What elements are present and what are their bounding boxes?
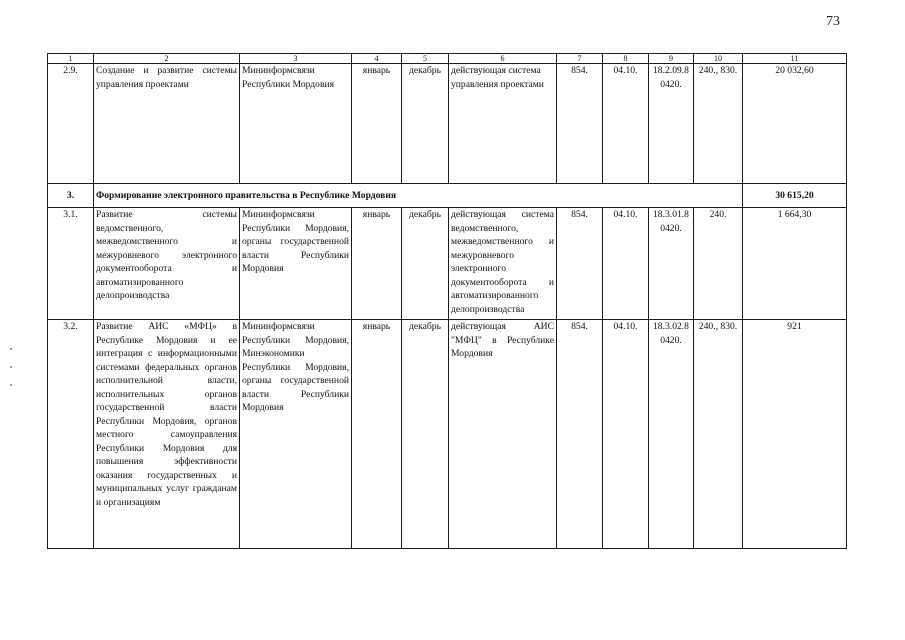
amount: 1 664,30 <box>743 208 847 320</box>
activity-name: Развитие АИС «МФЦ» в Республике Мордовия и ее интеграция с информационными системами федеральных органов исполнительной власти, исполнительных органов государственной власти Республики Мордовия, органов местного самоуправления Республики Мордовия для повышения эффективности оказания государственных и муниципальных услуг гражданам и организациям <box>94 320 240 549</box>
section-row <box>48 184 847 208</box>
activity-plan-table <box>47 53 847 549</box>
table-row <box>48 208 847 320</box>
end-month: декабрь <box>402 208 449 320</box>
csr-code: 18.3.02.8 0420. <box>649 320 694 549</box>
page-number: 73 <box>826 14 840 29</box>
row-number: 3.2. <box>48 320 94 549</box>
column-number: 9 <box>649 54 694 64</box>
column-number: 10 <box>694 54 743 64</box>
section-title: Формирование электронного правительства в Республике Мордовия <box>94 184 743 208</box>
start-month: январь <box>352 320 402 549</box>
table-row <box>48 64 847 184</box>
row-number: 2.9. <box>48 64 94 184</box>
end-month: декабрь <box>402 64 449 184</box>
executor: Мининформсвязи Республики Мордовия, органы государственной власти Республики Мордовия <box>240 208 352 320</box>
executor: Мининформсвязи Республики Мордовия <box>240 64 352 184</box>
column-number: 11 <box>743 54 847 64</box>
end-month: декабрь <box>402 320 449 549</box>
csr-code: 18.2.09.8 0420. <box>649 64 694 184</box>
grbs-code: 854. <box>557 320 603 549</box>
start-month: январь <box>352 208 402 320</box>
amount: 20 032,60 <box>743 64 847 184</box>
executor: Мининформсвязи Республики Мордовия, Минэкономики Республики Мордовия, органы государственной власти Республики Мордовия <box>240 320 352 549</box>
vr-code: 240. <box>694 208 743 320</box>
column-number: 1 <box>48 54 94 64</box>
csr-code: 18.3.01.8 0420. <box>649 208 694 320</box>
margin-scan-marks <box>10 348 13 388</box>
vr-code: 240., 830. <box>694 320 743 549</box>
row-number: 3.1. <box>48 208 94 320</box>
expected-result: действующая АИС "МФЦ" в Республике Мордовия <box>449 320 557 549</box>
column-number: 3 <box>240 54 352 64</box>
section-number: 3. <box>48 184 94 208</box>
activity-name: Развитие системы ведомственного, межведомственного и межуровневого электронного документооборота и автоматизированного делопроизводства <box>94 208 240 320</box>
amount: 921 <box>743 320 847 549</box>
grbs-code: 854. <box>557 208 603 320</box>
column-number: 2 <box>94 54 240 64</box>
rzpr-code: 04.10. <box>603 208 649 320</box>
start-month: январь <box>352 64 402 184</box>
table-row <box>48 320 847 549</box>
column-number: 8 <box>603 54 649 64</box>
expected-result: действующая система управления проектами <box>449 64 557 184</box>
column-number: 5 <box>402 54 449 64</box>
section-amount: 30 615,20 <box>743 184 847 208</box>
expected-result: действующая система ведомственного, межведомственного и межуровневого электронного документооборота и автоматизированного делопроизводства <box>449 208 557 320</box>
column-number: 7 <box>557 54 603 64</box>
rzpr-code: 04.10. <box>603 64 649 184</box>
column-number: 4 <box>352 54 402 64</box>
column-number-row <box>48 54 847 64</box>
column-number: 6 <box>449 54 557 64</box>
grbs-code: 854. <box>557 64 603 184</box>
activity-name: Создание и развитие системы управления проектами <box>94 64 240 184</box>
rzpr-code: 04.10. <box>603 320 649 549</box>
vr-code: 240., 830. <box>694 64 743 184</box>
